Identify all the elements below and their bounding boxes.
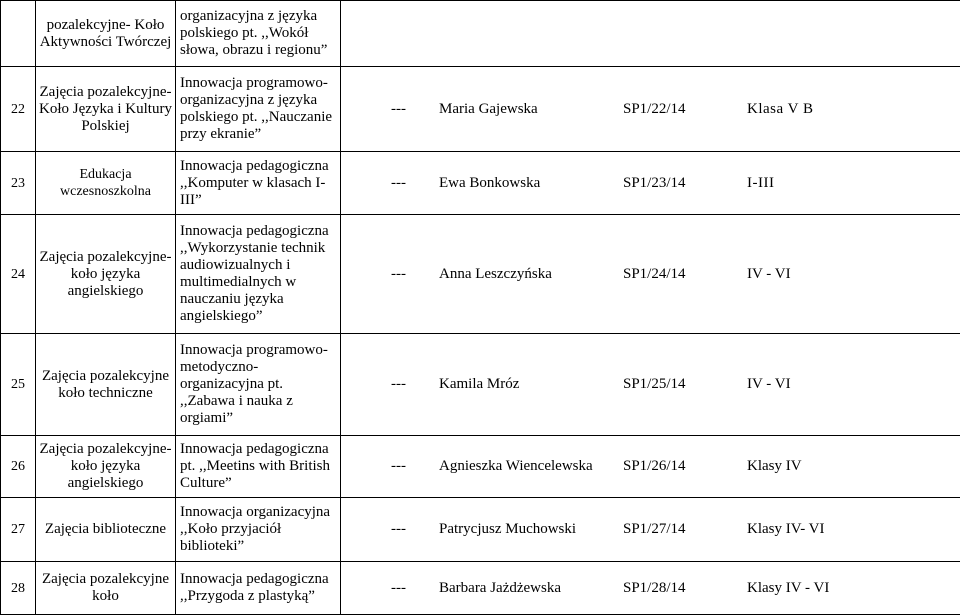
teacher-name: Kamila Mróz	[439, 376, 611, 393]
row-number: 22	[1, 67, 36, 152]
dash-separator: ---	[391, 266, 421, 283]
row-number: 25	[1, 334, 36, 436]
class-range: I-III	[747, 175, 774, 192]
class-range: Klasy IV	[747, 458, 802, 475]
dash-separator: ---	[391, 101, 421, 118]
innovation-description: Innowacja organizacyjna ,,Koło przyjaciół biblioteki”	[176, 498, 341, 562]
dash-separator: ---	[391, 580, 421, 597]
table-row	[1, 215, 960, 334]
innovation-code: SP1/27/14	[623, 521, 735, 538]
row-number: 23	[1, 152, 36, 215]
dash-separator: ---	[391, 521, 421, 538]
table-row	[1, 436, 960, 498]
table-row	[1, 562, 960, 615]
class-range: Klasy IV - VI	[747, 580, 829, 597]
teacher-name: Agnieszka Wiencelewska	[439, 458, 611, 475]
innovation-description: Innowacja pedagogiczna pt. ,,Meetins with British Culture”	[176, 436, 341, 498]
class-range: Klasa V B	[747, 101, 813, 118]
class-range: IV - VI	[747, 266, 791, 283]
dash-separator: ---	[391, 458, 421, 475]
innovation-description: organizacyjna z języka polskiego pt. ,,Wokół słowa, obrazu i regionu”	[176, 1, 341, 67]
teacher-name: Ewa Bonkowska	[439, 175, 611, 192]
activity-name: Zajęcia pozalekcyjne-Koło Języka i Kultury Polskiej	[36, 67, 176, 152]
innovation-details	[341, 152, 960, 215]
activity-name: Zajęcia pozalekcyjne koło	[36, 562, 176, 615]
activity-name: Zajęcia biblioteczne	[36, 498, 176, 562]
innovation-description: Innowacja pedagogiczna ,,Przygoda z plastyką”	[176, 562, 341, 615]
row-number	[1, 1, 36, 67]
row-number: 24	[1, 215, 36, 334]
class-range: IV - VI	[747, 376, 791, 393]
innovation-details	[341, 334, 960, 436]
activity-name: Zajęcia pozalekcyjne koło techniczne	[36, 334, 176, 436]
innovation-details	[341, 562, 960, 615]
innovation-details	[341, 498, 960, 562]
dash-separator: ---	[391, 175, 421, 192]
teacher-name: Patrycjusz Muchowski	[439, 521, 611, 538]
table-row	[1, 152, 960, 215]
activity-name: pozalekcyjne- Koło Aktywności Twórczej	[36, 1, 176, 67]
class-range: Klasy IV- VI	[747, 521, 825, 538]
activity-name: Zajęcia pozalekcyjne- koło języka angielskiego	[36, 215, 176, 334]
innovation-code: SP1/28/14	[623, 580, 735, 597]
innovation-code: SP1/23/14	[623, 175, 735, 192]
innovation-code: SP1/26/14	[623, 458, 735, 475]
dash-separator: ---	[391, 376, 421, 393]
activity-name: Edukacja wczesnoszkolna	[36, 152, 176, 215]
innovation-code: SP1/24/14	[623, 266, 735, 283]
teacher-name: Maria Gajewska	[439, 101, 611, 118]
teacher-name: Barbara Jażdżewska	[439, 580, 611, 597]
row-number: 27	[1, 498, 36, 562]
row-number: 26	[1, 436, 36, 498]
teacher-name: Anna Leszczyńska	[439, 266, 611, 283]
innovation-description: Innowacja pedagogiczna ,,Komputer w klasach I-III”	[176, 152, 341, 215]
innovation-description: Innowacja programowo-metodyczno-organizacyjna pt. ,,Zabawa i nauka z orgiami”	[176, 334, 341, 436]
innovation-details	[341, 215, 960, 334]
table-row	[1, 498, 960, 562]
table-row	[1, 1, 960, 67]
innovation-description: Innowacja pedagogiczna ,,Wykorzystanie technik audiowizualnych i multimedialnych w nauczaniu języka angielskiego”	[176, 215, 341, 334]
innovation-details	[341, 67, 960, 152]
innovation-code: SP1/25/14	[623, 376, 735, 393]
table-row	[1, 67, 960, 152]
innovation-description: Innowacja programowo-organizacyjna z języka polskiego pt. ,,Nauczanie przy ekranie”	[176, 67, 341, 152]
row-number: 28	[1, 562, 36, 615]
table-row	[1, 334, 960, 436]
innovation-code: SP1/22/14	[623, 101, 735, 118]
activity-name: Zajęcia pozalekcyjne- koło języka angielskiego	[36, 436, 176, 498]
innovation-details	[341, 1, 960, 67]
innovation-details	[341, 436, 960, 498]
